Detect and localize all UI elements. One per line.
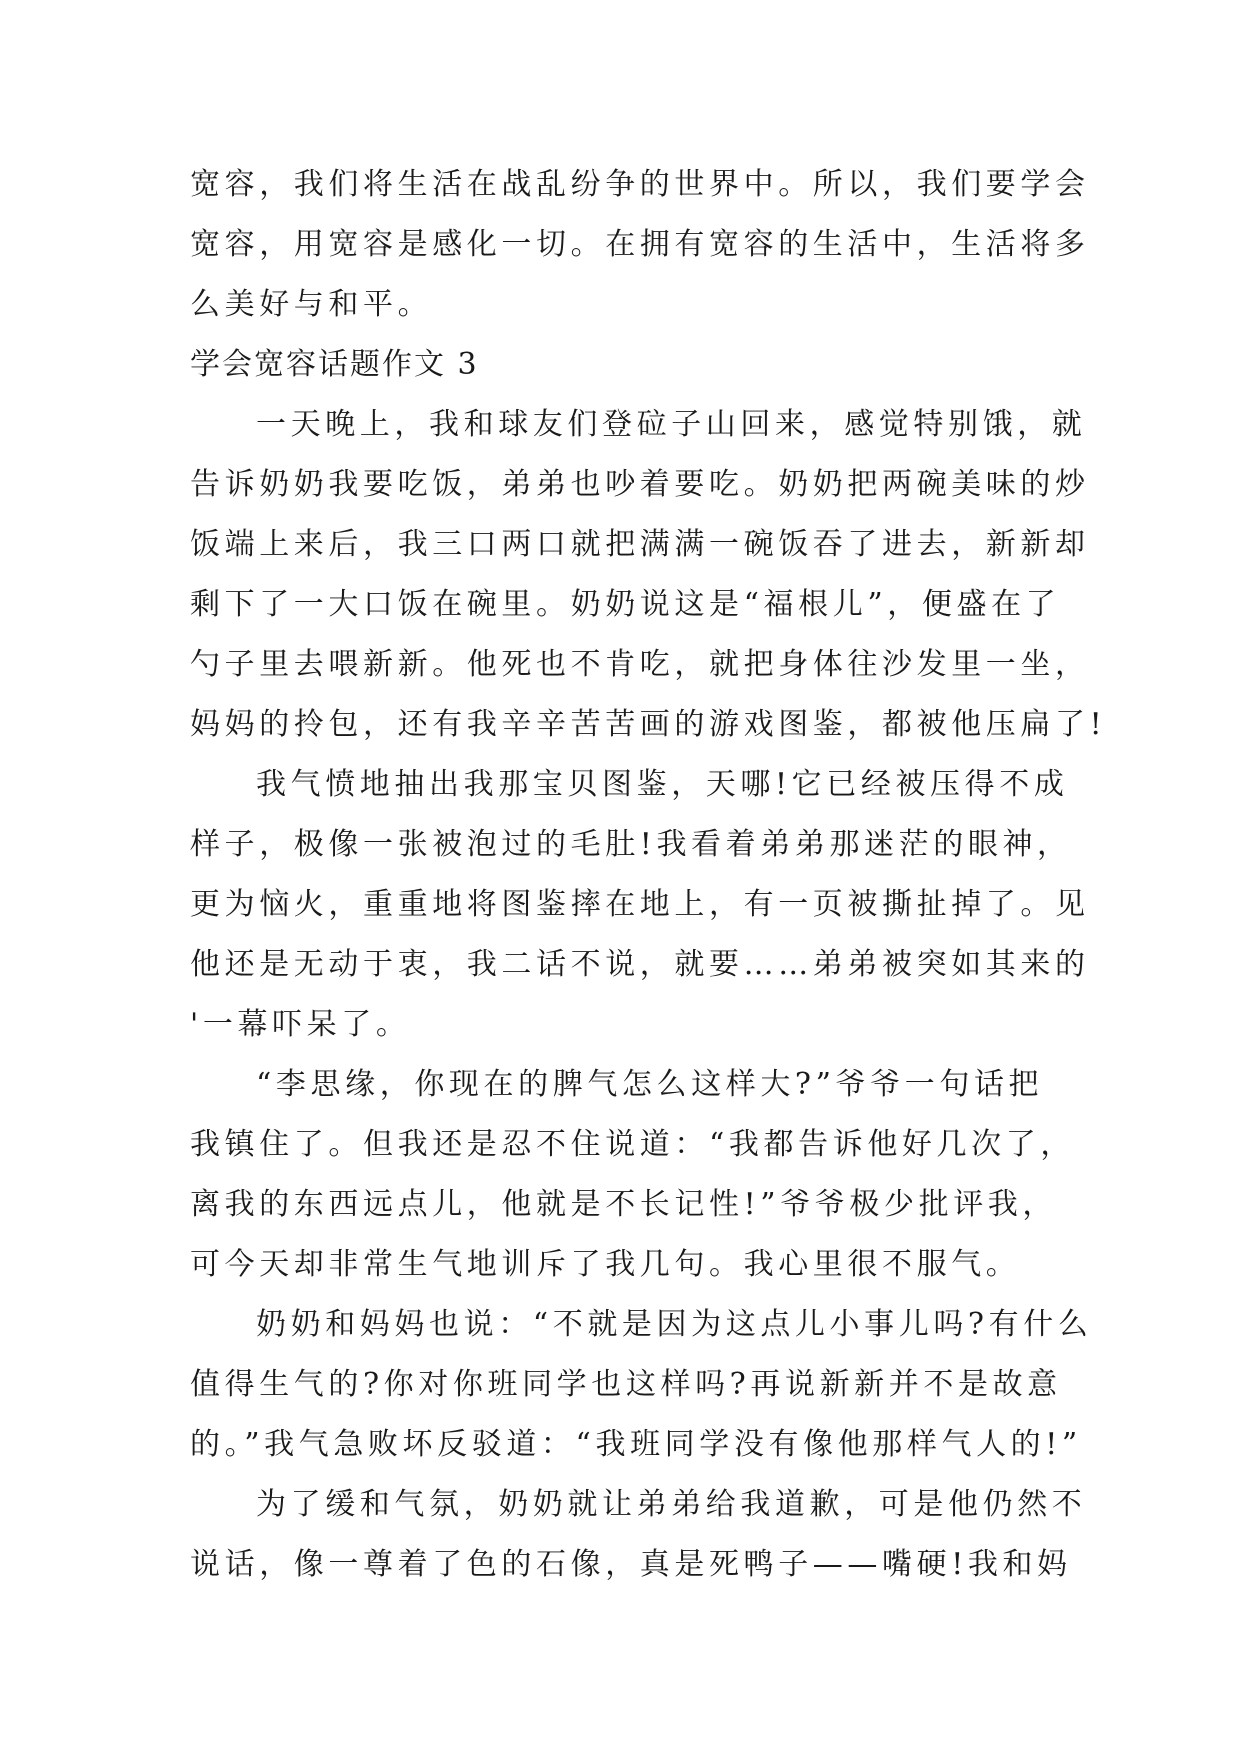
- text-line: 宽容，用宽容是感化一切。在拥有宽容的生活中，生活将多: [190, 227, 1090, 262]
- text-line: 值得生气的?你对你班同学也这样吗?再说新新并不是故意: [190, 1367, 1062, 1402]
- section-heading: 学会宽容话题作文 3: [190, 347, 479, 382]
- text-line: 更为恼火，重重地将图鉴摔在地上，有一页被撕扯掉了。见: [190, 887, 1090, 922]
- paragraph-first-line: 奶奶和妈妈也说：“不就是因为这点儿小事儿吗?有什么: [256, 1307, 1093, 1342]
- paragraph-first-line: “李思缘，你现在的脾气怎么这样大?”爷爷一句话把: [256, 1067, 1044, 1102]
- text-line: 可今天却非常生气地训斥了我几句。我心里很不服气。: [190, 1247, 1021, 1282]
- text-line: 么美好与和平。: [190, 287, 433, 322]
- text-line: 饭端上来后，我三口两口就把满满一碗饭吞了进去，新新却: [190, 527, 1090, 562]
- paragraph-first-line: 为了缓和气氛，奶奶就让弟弟给我道歉，可是他仍然不: [256, 1487, 1087, 1522]
- text-line: 样子，极像一张被泡过的毛肚!我看着弟弟那迷茫的眼神，: [190, 827, 1072, 862]
- text-line: 的。”我气急败坏反驳道：“我班同学没有像他那样气人的!”: [190, 1427, 1082, 1462]
- text-line: '一幕吓呆了。: [190, 1007, 411, 1042]
- text-line: 勺子里去喂新新。他死也不肯吃，就把身体往沙发里一坐，: [190, 647, 1090, 682]
- text-line: 我镇住了。但我还是忍不住说道：“我都告诉他好几次了，: [190, 1127, 1075, 1162]
- text-line: 宽容，我们将生活在战乱纷争的世界中。所以，我们要学会: [190, 167, 1090, 202]
- text-line: 离我的东西远点儿，他就是不长记性!”爷爷极少批评我，: [190, 1187, 1057, 1222]
- paragraph-first-line: 我气愤地抽出我那宝贝图鉴，天哪!它已经被压得不成: [256, 767, 1069, 802]
- text-line: 告诉奶奶我要吃饭，弟弟也吵着要吃。奶奶把两碗美味的炒: [190, 467, 1090, 502]
- paragraph-first-line: 一天晚上，我和球友们登砬子山回来，感觉特别饿，就: [256, 407, 1087, 442]
- text-line: 他还是无动于衷，我二话不说，就要……弟弟被突如其来的: [190, 947, 1090, 982]
- text-line: 妈妈的拎包，还有我辛辛苦苦画的游戏图鉴，都被他压扁了!: [190, 707, 1107, 742]
- text-line: 剩下了一大口饭在碗里。奶奶说这是“福根儿”，便盛在了: [190, 587, 1061, 622]
- text-line: 说话，像一尊着了色的石像，真是死鸭子——嘴硬!我和妈: [190, 1547, 1072, 1582]
